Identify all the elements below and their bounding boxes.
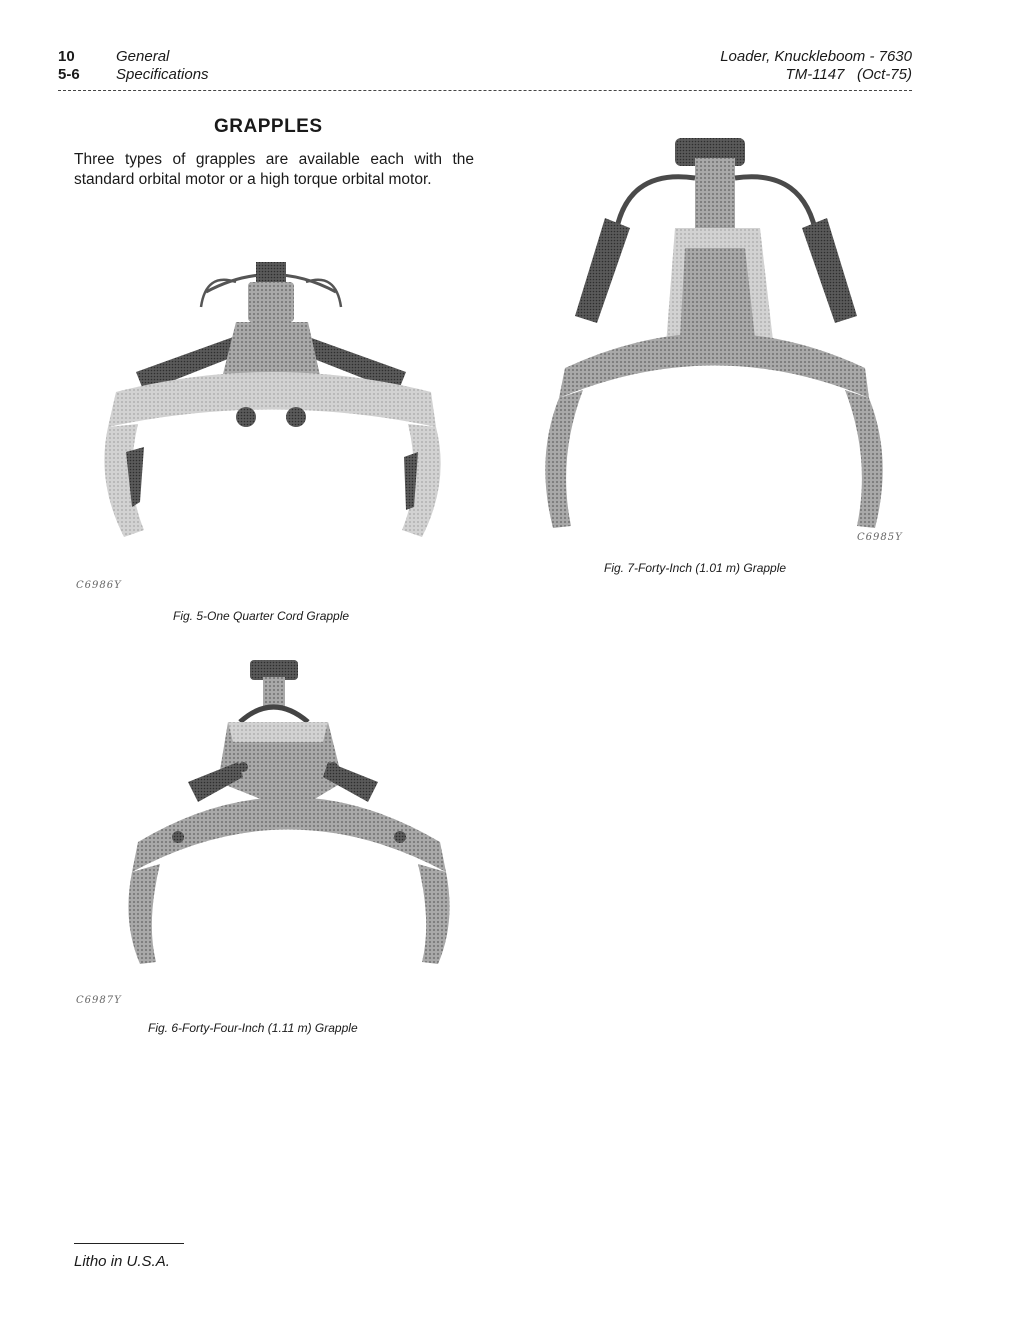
forty-four-inch-grapple-photo xyxy=(128,652,450,974)
page-number: 10 xyxy=(58,48,75,65)
figure-5-code: C6986Y xyxy=(76,580,122,591)
section-heading: GRAPPLES xyxy=(214,116,323,137)
footer-divider xyxy=(74,1243,184,1244)
header-left xyxy=(58,48,209,84)
header-right xyxy=(720,48,912,84)
intro-paragraph: Three types of grapples are available each with the standard orbital motor or a high torque orbital motor. xyxy=(74,151,474,188)
section-number: 5-6 xyxy=(58,66,80,83)
manual-code: TM-1147 xyxy=(785,66,845,83)
footer-print-note: Litho in U.S.A. xyxy=(74,1253,170,1270)
header-divider xyxy=(58,90,912,91)
figure-7-caption: Fig. 7-Forty-Inch (1.01 m) Grapple xyxy=(604,561,787,575)
figure-7-code: C6985Y xyxy=(857,532,903,543)
manual-date: (Oct-75) xyxy=(856,66,912,83)
figure-6-caption: Fig. 6-Forty-Four-Inch (1.11 m) Grapple xyxy=(148,1021,358,1035)
forty-inch-grapple-photo xyxy=(535,128,897,534)
section-title: General xyxy=(116,48,170,65)
subsection-title: Specifications xyxy=(116,66,209,83)
figure-6-code: C6987Y xyxy=(76,995,122,1006)
manual-title: Loader, Knuckleboom - 7630 xyxy=(720,48,912,65)
figure-5-caption: Fig. 5-One Quarter Cord Grapple xyxy=(173,609,350,623)
quarter-cord-grapple-photo xyxy=(96,252,450,546)
